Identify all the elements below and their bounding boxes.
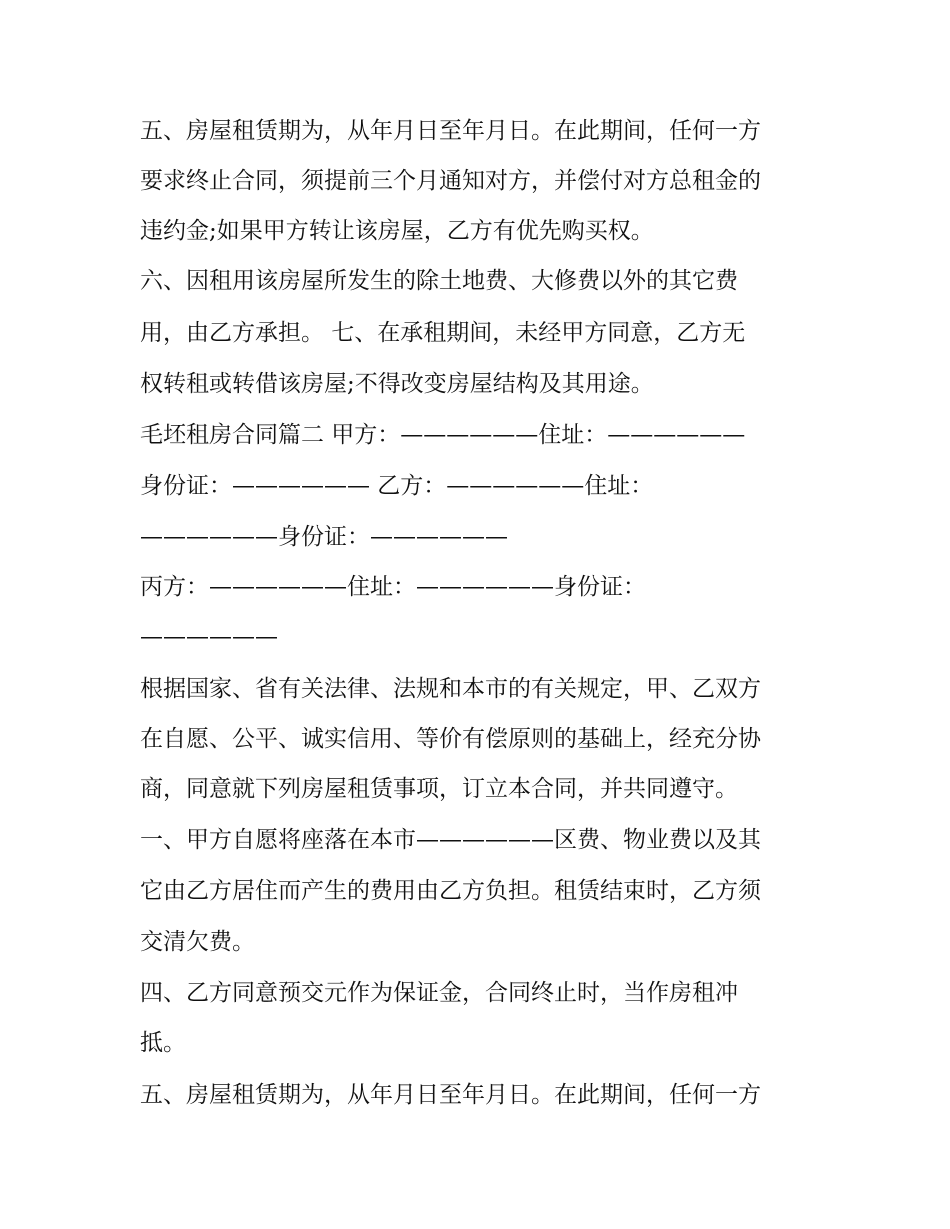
text-line: ——————身份证：——————	[140, 524, 508, 550]
text-line: 权转租或转借该房屋;不得改变房屋结构及其用途。	[140, 371, 654, 397]
text-line: 商，同意就下列房屋租赁事项，订立本合同，并共同遵守。	[140, 776, 738, 802]
text-line: 丙方：——————住址：——————身份证：	[140, 574, 646, 600]
text-line: 交清欠费。	[140, 929, 255, 955]
text-line: 抵。	[140, 1030, 186, 1056]
text-line: 违约金;如果甲方转让该房屋，乙方有优先购买权。	[140, 218, 654, 244]
text-line: 五、房屋租赁期为，从年月日至年月日。在此期间，任何一方	[140, 1082, 761, 1108]
text-line: 五、房屋租赁期为，从年月日至年月日。在此期间，任何一方	[140, 118, 761, 144]
text-line: 它由乙方居住而产生的费用由乙方负担。租赁结束时，乙方须	[140, 878, 761, 904]
text-line: 用，由乙方承担。 七、在承租期间，未经甲方同意，乙方无	[140, 320, 746, 346]
text-line: 一、甲方自愿将座落在本市——————区费、物业费以及其	[140, 827, 761, 853]
text-line: 毛坯租房合同篇二 甲方：——————住址：——————	[140, 422, 746, 448]
text-line: 六、因租用该房屋所发生的除土地费、大修费以外的其它费	[140, 268, 738, 294]
text-line: 四、乙方同意预交元作为保证金，合同终止时，当作房租冲	[140, 980, 738, 1006]
text-line: 根据国家、省有关法律、法规和本市的有关规定，甲、乙双方	[140, 676, 761, 702]
text-line: 在自愿、公平、诚实信用、等价有偿原则的基础上，经充分协	[140, 726, 761, 752]
text-line: ——————	[140, 624, 278, 650]
text-line: 身份证：—————— 乙方：——————住址：	[140, 473, 654, 499]
text-line: 要求终止合同，须提前三个月通知对方，并偿付对方总租金的	[140, 168, 761, 194]
